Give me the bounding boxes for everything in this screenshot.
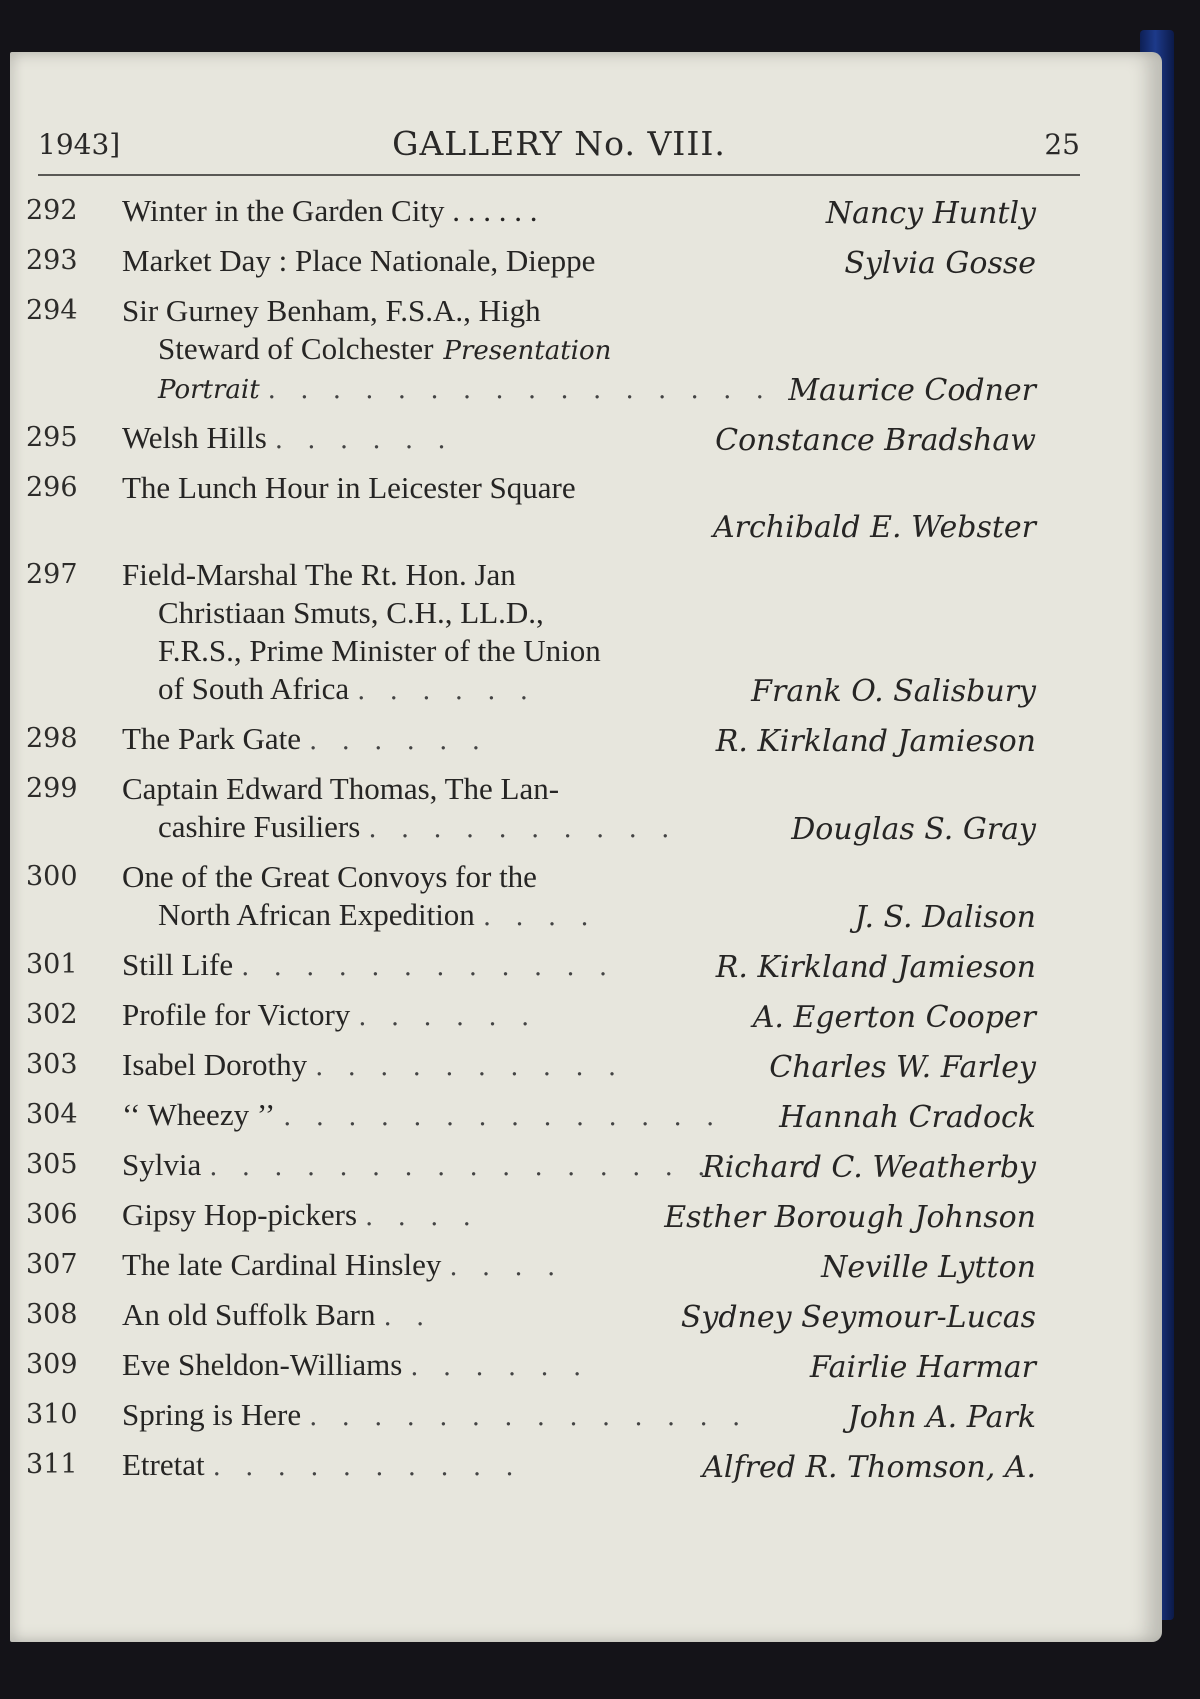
page-header bbox=[38, 124, 1080, 174]
dot-leader: . . . . bbox=[482, 902, 597, 932]
catalogue-entry bbox=[26, 419, 1036, 459]
entry-title: Sylvia bbox=[122, 1147, 202, 1182]
dot-leader: . . . . . . bbox=[274, 425, 454, 455]
artist-name: A. Egerton Cooper bbox=[752, 1000, 1036, 1035]
dot-leader: . . . . . . . . . . bbox=[315, 1052, 625, 1082]
artist-name: J. S. Dalison bbox=[854, 900, 1036, 935]
entry-title: One of the Great Convoys for the bbox=[122, 859, 537, 894]
artist-name bbox=[122, 509, 1036, 546]
catalogue-entry bbox=[26, 1446, 1036, 1486]
entry-body bbox=[122, 946, 1036, 986]
entry-title: North African Expedition bbox=[158, 897, 475, 932]
entry-number: 309 bbox=[26, 1349, 78, 1380]
entry-title: Market Day : Place Nationale, Dieppe bbox=[122, 243, 596, 278]
artist-name: Esther Borough Johnson bbox=[664, 1200, 1036, 1235]
entry-note: Portrait bbox=[158, 375, 260, 405]
entry-number: 310 bbox=[26, 1399, 78, 1430]
artist-name-text: Archibald E. Webster bbox=[712, 510, 1036, 545]
entry-number: 296 bbox=[26, 472, 78, 503]
entry-body bbox=[122, 1046, 1036, 1086]
artist-name: Sydney Seymour-Lucas bbox=[680, 1300, 1036, 1335]
entry-body bbox=[122, 292, 1036, 409]
entry-body bbox=[122, 1096, 1036, 1136]
catalogue-entry bbox=[26, 1046, 1036, 1086]
dot-leader: . . . . . . . . . . . . . . bbox=[309, 1402, 749, 1432]
entry-title-line bbox=[122, 469, 1036, 509]
dot-leader: . . . . bbox=[365, 1202, 479, 1232]
artist-name: Nancy Huntly bbox=[825, 196, 1036, 231]
catalogue-entry bbox=[26, 996, 1036, 1036]
artist-name: Hannah Cradock bbox=[779, 1100, 1036, 1135]
catalogue-entry bbox=[26, 242, 1036, 282]
entry-title: An old Suffolk Barn bbox=[122, 1297, 376, 1332]
entry-body bbox=[122, 1396, 1036, 1436]
entry-title: The late Cardinal Hinsley bbox=[122, 1247, 442, 1282]
entry-title: Christiaan Smuts, C.H., LL.D., bbox=[158, 595, 544, 630]
entry-title: ‘‘ Wheezy ’’ bbox=[122, 1097, 276, 1132]
catalogue-entry bbox=[26, 1096, 1036, 1136]
header-year: 1943] bbox=[38, 128, 121, 161]
entry-body bbox=[122, 1196, 1036, 1236]
entry-number: 304 bbox=[26, 1099, 78, 1130]
catalogue-entry bbox=[26, 1196, 1036, 1236]
catalogue-entry bbox=[26, 1246, 1036, 1286]
entry-number: 311 bbox=[26, 1449, 78, 1480]
dot-leader: . . . . . . . . . . . . bbox=[241, 952, 616, 982]
catalogue-entry bbox=[26, 858, 1036, 936]
entry-title: Welsh Hills bbox=[122, 420, 267, 455]
entry-title-line bbox=[122, 770, 1036, 808]
catalogue-entry bbox=[26, 720, 1036, 760]
entry-body bbox=[122, 1446, 1036, 1486]
artist-name: Richard C. Weatherby bbox=[702, 1150, 1036, 1185]
entry-body bbox=[122, 242, 1036, 282]
entry-number: 293 bbox=[26, 245, 78, 276]
entry-title: Winter in the Garden City . . . . . . bbox=[122, 193, 538, 228]
entry-title-line bbox=[122, 594, 1036, 632]
header-rule bbox=[38, 174, 1080, 176]
entry-title-line bbox=[122, 330, 1036, 370]
entry-title: Profile for Victory bbox=[122, 997, 351, 1032]
catalogue-entry bbox=[26, 946, 1036, 986]
artist-name: Maurice Codner bbox=[788, 373, 1036, 408]
entry-title: cashire Fusiliers bbox=[158, 809, 361, 844]
entry-title-line bbox=[122, 556, 1036, 594]
catalogue-entry bbox=[26, 1346, 1036, 1386]
entry-title: Eve Sheldon-Williams bbox=[122, 1347, 403, 1382]
entry-number: 301 bbox=[26, 949, 78, 980]
entry-number: 300 bbox=[26, 861, 78, 892]
entry-body bbox=[122, 469, 1036, 546]
catalogue-entry bbox=[26, 770, 1036, 848]
entry-body bbox=[122, 1296, 1036, 1336]
entry-body bbox=[122, 770, 1036, 848]
entry-body bbox=[122, 996, 1036, 1036]
entry-body bbox=[122, 858, 1036, 936]
artist-name: R. Kirkland Jamieson bbox=[715, 724, 1036, 759]
artist-name: Alfred R. Thomson, A. bbox=[702, 1450, 1036, 1485]
catalogue-entry bbox=[26, 469, 1036, 546]
dot-leader: . . . . . . bbox=[309, 726, 488, 756]
entry-title: Sir Gurney Benham, F.S.A., High bbox=[122, 293, 541, 328]
artist-name: Douglas S. Gray bbox=[791, 812, 1036, 847]
entry-body bbox=[122, 720, 1036, 760]
entry-title: The Lunch Hour in Leicester Square bbox=[122, 470, 576, 505]
dot-leader: . . bbox=[383, 1302, 433, 1332]
dot-leader: . . . . . . bbox=[358, 1002, 538, 1032]
entry-title: Steward of Colchester bbox=[158, 331, 434, 366]
entry-title: Still Life bbox=[122, 947, 234, 982]
entry-note: Presentation bbox=[443, 336, 612, 366]
artist-name: Constance Bradshaw bbox=[715, 423, 1036, 458]
entry-number: 303 bbox=[26, 1049, 78, 1080]
catalogue-list bbox=[26, 192, 1036, 1496]
entry-number: 302 bbox=[26, 999, 78, 1030]
entry-title: Etretat bbox=[122, 1447, 205, 1482]
entry-title: Isabel Dorothy bbox=[122, 1047, 308, 1082]
entry-title: Captain Edward Thomas, The Lan- bbox=[122, 771, 560, 806]
entry-number: 292 bbox=[26, 195, 78, 226]
entry-number: 294 bbox=[26, 295, 78, 326]
entry-title: Gipsy Hop-pickers bbox=[122, 1197, 358, 1232]
dot-leader: . . . . . . . . . . . . . . . . bbox=[209, 1152, 714, 1182]
entry-number: 295 bbox=[26, 422, 78, 453]
entry-body bbox=[122, 1246, 1036, 1286]
entry-number: 297 bbox=[26, 559, 78, 590]
catalogue-entry bbox=[26, 1296, 1036, 1336]
artist-name: Fairlie Harmar bbox=[809, 1350, 1036, 1385]
dot-leader: . . . . bbox=[449, 1252, 564, 1282]
dot-leader: . . . . . . . . . . . . . . . . bbox=[267, 375, 772, 405]
catalogue-entry bbox=[26, 192, 1036, 232]
entry-number: 305 bbox=[26, 1149, 78, 1180]
entry-number: 298 bbox=[26, 723, 78, 754]
page-number: 25 bbox=[1044, 128, 1080, 161]
entry-body bbox=[122, 1146, 1036, 1186]
dot-leader: . . . . . . bbox=[410, 1352, 590, 1382]
artist-name: Charles W. Farley bbox=[769, 1050, 1036, 1085]
artist-name: R. Kirkland Jamieson bbox=[715, 950, 1036, 985]
artist-name: John A. Park bbox=[847, 1400, 1036, 1435]
entry-title: Field-Marshal The Rt. Hon. Jan bbox=[122, 557, 516, 592]
dot-leader: . . . . . . bbox=[357, 676, 537, 706]
catalogue-entry bbox=[26, 1396, 1036, 1436]
dot-leader: . . . . . . . . . . bbox=[212, 1452, 522, 1482]
catalogue-entry bbox=[26, 556, 1036, 710]
entry-body bbox=[122, 419, 1036, 459]
entry-title-line bbox=[122, 858, 1036, 896]
catalogue-entry bbox=[26, 292, 1036, 409]
catalogue-entry bbox=[26, 1146, 1036, 1186]
entry-body bbox=[122, 192, 1036, 232]
dot-leader: . . . . . . . . . . bbox=[368, 814, 678, 844]
gallery-title: GALLERY No. VIII. bbox=[392, 124, 726, 163]
entry-number: 306 bbox=[26, 1199, 78, 1230]
entry-title: F.R.S., Prime Minister of the Union bbox=[158, 633, 601, 668]
artist-name: Sylvia Gosse bbox=[844, 246, 1036, 281]
artist-name: Frank O. Salisbury bbox=[751, 674, 1036, 709]
artist-name: Neville Lytton bbox=[821, 1250, 1036, 1285]
entry-number: 307 bbox=[26, 1249, 78, 1280]
dot-leader: . . . . . . . . . . . . . . bbox=[283, 1102, 723, 1132]
entry-title-line bbox=[122, 632, 1036, 670]
entry-number: 299 bbox=[26, 773, 78, 804]
entry-title: Spring is Here bbox=[122, 1397, 302, 1432]
entry-body bbox=[122, 556, 1036, 710]
entry-title-line bbox=[122, 292, 1036, 330]
entry-body bbox=[122, 1346, 1036, 1386]
entry-number: 308 bbox=[26, 1299, 78, 1330]
entry-title: of South Africa bbox=[158, 671, 350, 706]
entry-title: The Park Gate bbox=[122, 721, 302, 756]
